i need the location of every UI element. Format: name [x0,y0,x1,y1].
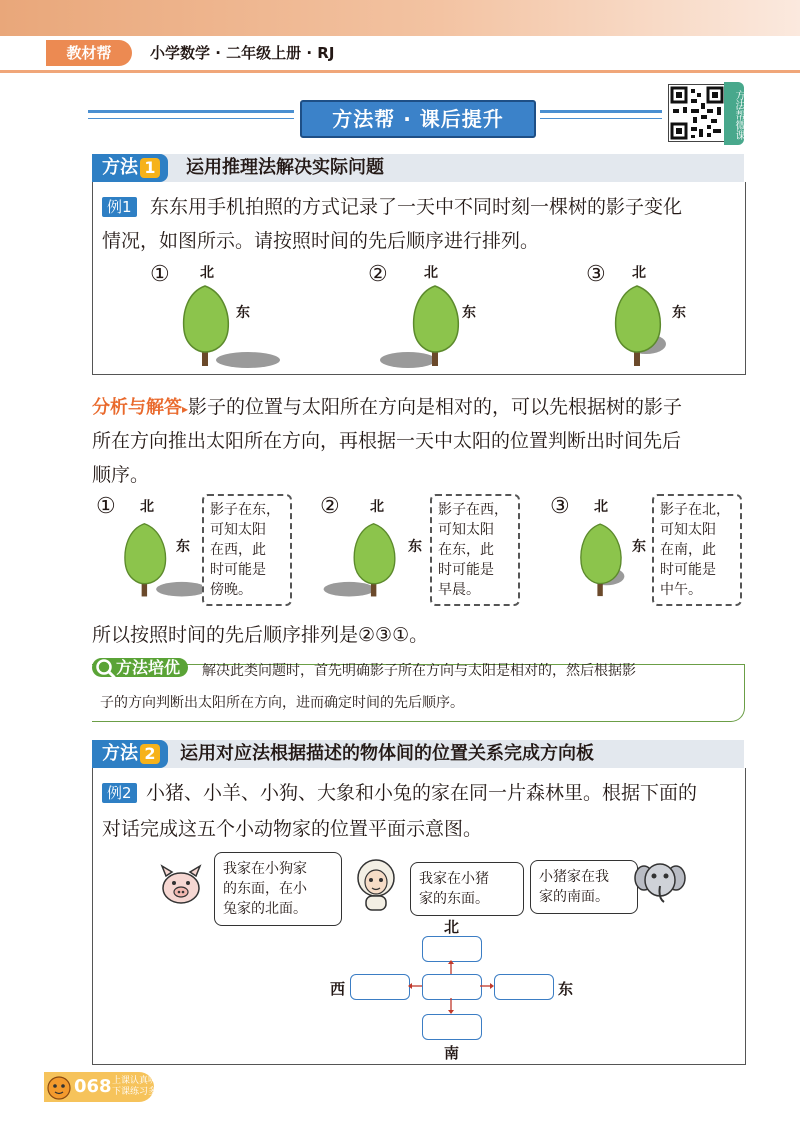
example1-tree-3 [586,262,726,372]
tree-with-shadow-north-icon [608,282,688,372]
note-line: 影子在西， [438,502,508,518]
board-south-label: 南 [444,1044,460,1062]
board-arrows-icon [350,936,552,1038]
tree-with-shadow-east-icon [176,282,286,372]
east-label: 东 [672,305,686,321]
note-line: 时可能是 [438,562,494,578]
method2-tag [92,740,168,768]
tree-label: ② [320,494,340,519]
north-label: 北 [424,265,438,281]
slogan-line: 下课练习多 [112,1087,158,1097]
analysis-line1 [92,390,682,424]
method1-tag [92,154,168,182]
example1-line2: 情况，如图所示。请按照时间的先后顺序进行排列。 [102,230,540,252]
tree-label: ① [150,262,170,287]
north-label: 北 [200,265,214,281]
method2-title: 运用对应法根据描述的物体间的位置关系完成方向板 [180,743,594,764]
method1-title: 运用推理法解决实际问题 [186,157,384,178]
note-line: 可知太阳 [438,522,494,538]
analysis-note-1 [202,494,292,606]
pig-icon [156,862,206,910]
note-line: 在西，此 [210,542,266,558]
method2-number: 2 [140,744,160,764]
north-label: 北 [370,499,384,515]
page-number: 068 [74,1076,112,1097]
page-slogan [112,1076,157,1098]
qr-code[interactable] [668,84,726,142]
note-line: 在南，此 [660,542,716,558]
note-line: 在东，此 [438,542,494,558]
example1-tree-1 [150,262,290,372]
north-label: 北 [594,499,608,515]
bubble-line: 家的东面。 [419,891,489,907]
analysis-arrow-icon: ▸ [182,402,189,416]
section-banner: 方法帮 · 课后提升 [300,100,536,138]
board-west-label: 西 [330,980,346,998]
qr-code-icon [669,85,725,141]
analysis-note-3 [652,494,742,606]
analysis-conclusion: 所以按照时间的先后顺序排列是②③①。 [92,624,429,646]
elephant-speech-bubble [530,860,638,914]
note-line: 中午。 [660,582,702,598]
analysis-text-1: 影子的位置与太阳所在方向是相对的，可以先根据树的影子 [188,396,683,418]
brand-tab: 教材帮 [46,40,132,66]
tree-with-shadow-west-icon [320,516,420,606]
banner-rule-left-thin [88,118,294,119]
example2-line2: 对话完成这五个小动物家的位置平面示意图。 [102,818,483,840]
method1-number: 1 [140,158,160,178]
tip-tag: 方法培优 [92,658,188,677]
note-line: 时可能是 [210,562,266,578]
note-line: 影子在北， [660,502,730,518]
note-line: 可知太阳 [210,522,266,538]
note-line: 时可能是 [660,562,716,578]
elephant-icon [634,858,686,906]
method1-tag-text: 方法 [102,157,138,178]
sheep-speech-bubble [410,862,524,916]
mascot-icon [44,1072,74,1102]
note-line: 可知太阳 [660,522,716,538]
example2-line1: 小猪、小羊、小狗、大象和小兔的家在同一片森林里。根据下面的 [146,782,698,804]
board-east-label: 东 [558,980,574,998]
banner-rule-right [540,110,662,113]
east-label: 东 [408,539,422,555]
example1-line1: 东东用手机拍照的方式记录了一天中不同时刻一棵树的影子变化 [150,196,683,218]
note-line: 早晨。 [438,582,480,598]
analysis-line3: 顺序。 [92,464,150,486]
tree-label: ① [96,494,116,519]
sheep-icon [350,856,402,912]
note-line: 影子在东， [210,502,280,518]
bubble-line: 我家在小狗家 [223,861,307,877]
banner-rule-left [88,110,294,113]
book-title: 小学数学 · 二年级上册 · RJ [150,44,335,62]
method2-tag-text: 方法 [102,743,138,764]
analysis-line2: 所在方向推出太阳所在方向，再根据一天中太阳的位置判断出时间先后 [92,430,682,452]
board-north-label: 北 [444,918,460,936]
pig-speech-bubble [214,852,342,926]
bubble-line: 我家在小猪 [419,871,489,887]
bubble-line: 小猪家在我 [539,869,609,885]
banner-rule-right-thin [540,118,662,119]
bubble-line: 兔家的北面。 [223,901,307,917]
bubble-line: 家的南面。 [539,889,609,905]
example1-tag: 例1 [102,197,137,217]
tip-line1: 解决此类问题时，首先明确影子所在方向与太阳是相对的，然后根据影 [202,663,636,679]
example1-tree-2 [368,262,508,372]
tip-line2: 子的方向判断出太阳所在方向，进而确定时间的先后顺序。 [100,695,464,711]
tree-with-shadow-north-icon [574,516,646,606]
east-label: 东 [462,305,476,321]
north-label: 北 [140,499,154,515]
east-label: 东 [236,305,250,321]
analysis-tree-2 [320,494,530,614]
tree-label: ③ [586,262,606,287]
analysis-label: 分析与解答 [92,397,182,418]
analysis-tree-1 [96,494,296,614]
note-line: 傍晚。 [210,582,252,598]
example2-tag: 例2 [102,783,137,803]
magnifier-icon [94,657,116,679]
analysis-tree-3 [550,494,750,614]
slogan-line: 上课认真听 [112,1076,158,1086]
analysis-note-2 [430,494,520,606]
top-color-band [0,0,800,36]
east-label: 东 [176,539,190,555]
tree-label: ② [368,262,388,287]
bubble-line: 的东面，在小 [223,881,307,897]
tree-with-shadow-west-icon [376,282,486,372]
tree-label: ③ [550,494,570,519]
qr-side-label: 方法帮微课 [724,82,744,145]
north-label: 北 [632,265,646,281]
east-label: 东 [632,539,646,555]
